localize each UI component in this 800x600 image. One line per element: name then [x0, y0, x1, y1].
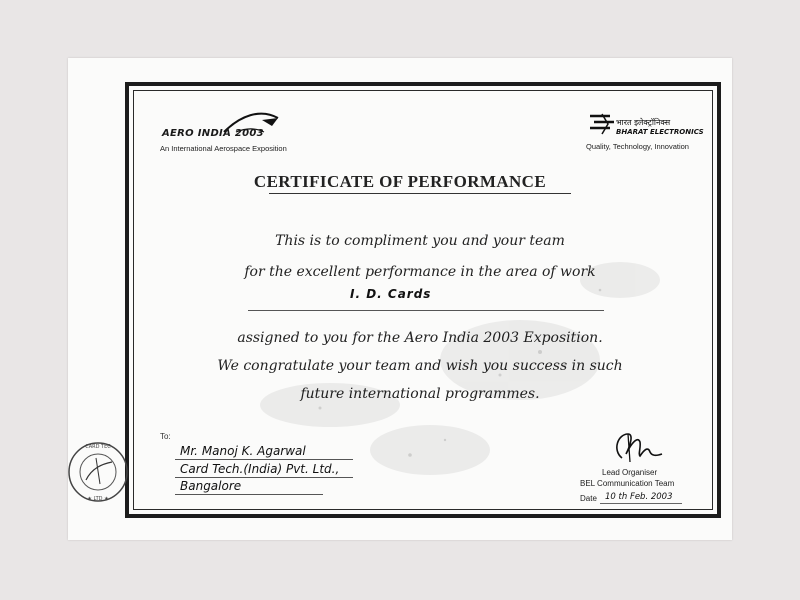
body-line-1: This is to compliment you and your team: [275, 233, 565, 249]
signatory-team: BEL Communication Team: [580, 479, 675, 488]
recipient-name: Mr. Manoj K. Agarwal: [180, 444, 306, 458]
aero-india-logo-text: AERO INDIA 2003: [162, 128, 264, 139]
title-underline: [269, 193, 571, 194]
svg-text:CARD TEC: CARD TEC: [85, 444, 111, 450]
bharat-electronics-logo: [580, 108, 704, 153]
company-stamp: [66, 440, 130, 504]
handwritten-signature: [608, 428, 668, 468]
aero-india-logo-subtitle: An International Aerospace Exposition: [160, 144, 287, 153]
svg-text:★ LTD ★: ★ LTD ★: [87, 496, 109, 502]
body-line-2: for the excellent performance in the area of work: [244, 264, 596, 280]
bel-logo-tagline: Quality, Technology, Innovation: [586, 142, 689, 151]
area-of-work-underline: [248, 310, 604, 311]
recipient-name-underline: [175, 459, 353, 460]
recipient-company: Card Tech.(India) Pvt. Ltd.,: [180, 462, 340, 476]
to-label: To:: [160, 432, 171, 441]
aero-india-logo: [160, 110, 290, 155]
recipient-company-underline: [175, 477, 353, 478]
certificate-title: CERTIFICATE OF PERFORMANCE: [253, 172, 547, 191]
body-line-5: future international programmes.: [300, 386, 540, 402]
body-line-3: assigned to you for the Aero India 2003 Exposition.: [237, 330, 603, 346]
recipient-city-underline: [175, 494, 323, 495]
bel-emblem-icon: [588, 112, 616, 136]
signatory-role: Lead Organiser: [602, 468, 658, 477]
body-line-4: We congratulate your team and wish you success in such: [217, 358, 623, 374]
bel-logo-text: BHARAT ELECTRONICS: [616, 128, 704, 136]
date-label: Date: [580, 494, 597, 503]
recipient-city: Bangalore: [180, 479, 242, 493]
date-underline: [600, 503, 682, 504]
date-value: 10 th Feb. 2003: [605, 492, 673, 502]
area-of-work-value: I. D. Cards: [350, 287, 432, 301]
bel-logo-hindi-text: भारत इलेक्ट्रॉनिक्स: [616, 118, 671, 127]
